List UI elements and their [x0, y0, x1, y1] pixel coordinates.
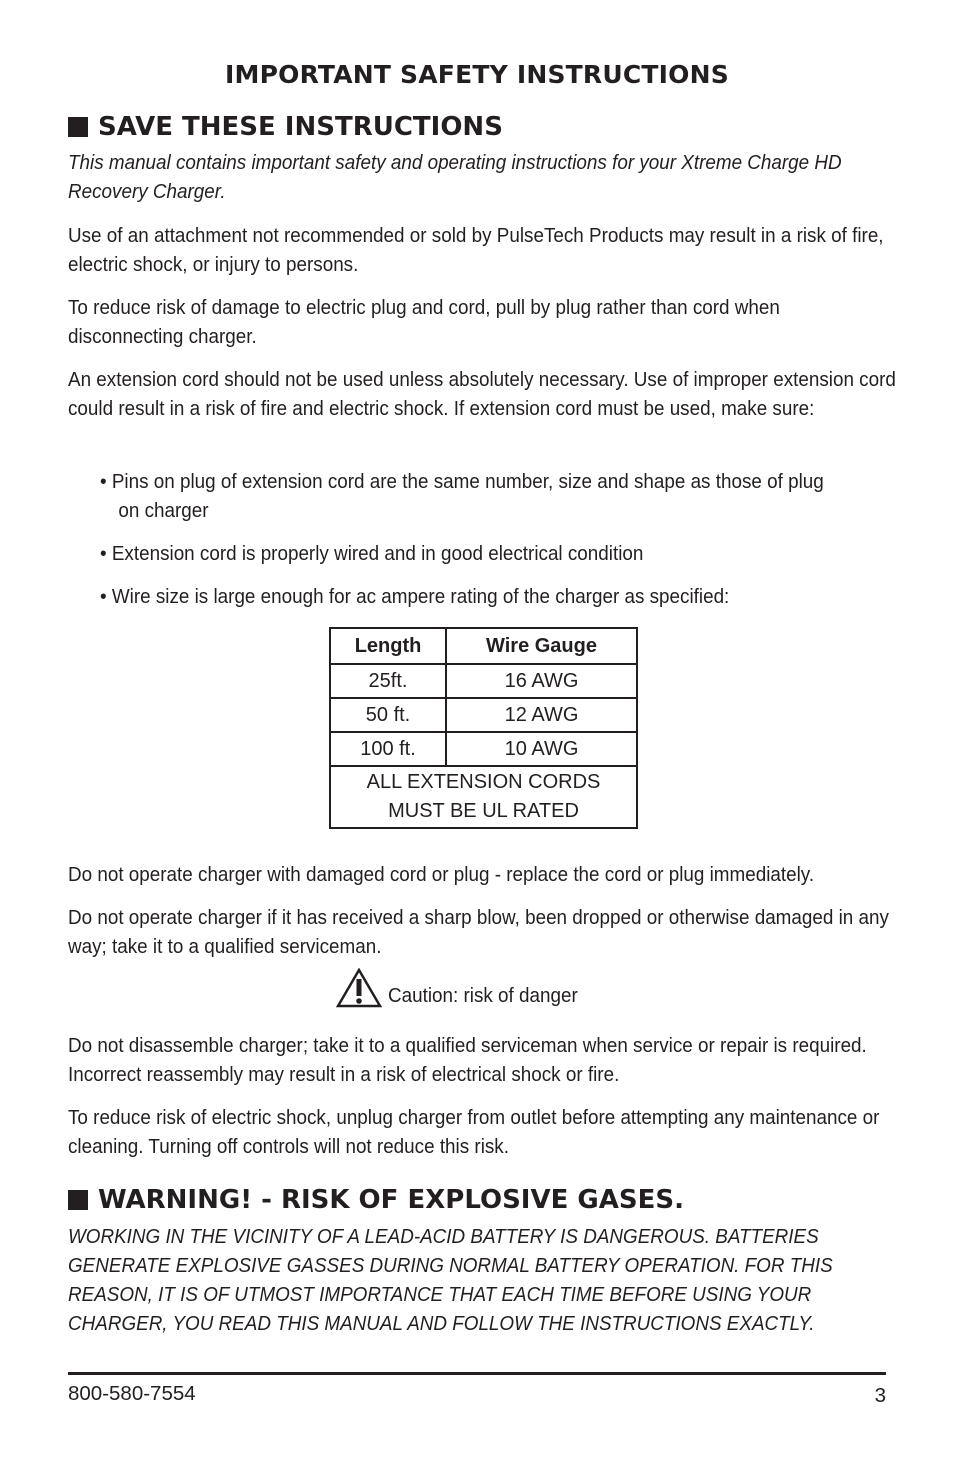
paragraph-disassemble: Do not disassemble charger; take it to a qualified serviceman when service or repair is required. Incorrect reassembly may result in a risk of electrical shock or fire. — [68, 1034, 867, 1086]
paragraph-extension-cord: An extension cord should not be used unless absolutely necessary. Use of improper extension cord could result in a risk of fire and electric shock. If extension cord must be used, make sure: — [68, 368, 896, 420]
intro-paragraph: This manual contains important safety and operating instructions for your Xtreme Charge HD Recovery Charger. — [68, 151, 842, 203]
section-heading-text: SAVE THESE INSTRUCTIONS — [98, 112, 503, 142]
table-cell: 10 AWG — [446, 732, 637, 766]
table-row — [330, 698, 637, 732]
section-heading-save — [68, 112, 503, 142]
bullet-text: • Pins on plug of extension cord are the same number, size and shape as those of plug — [100, 470, 824, 493]
square-bullet-icon — [68, 1190, 88, 1210]
section-heading-text: WARNING! - RISK OF EXPLOSIVE GASES. — [98, 1185, 684, 1215]
table-cell: 16 AWG — [446, 664, 637, 698]
paragraph-plug: To reduce risk of damage to electric plug and cord, pull by plug rather than cord when disconnecting charger. — [68, 296, 780, 348]
caution-notice — [336, 968, 594, 1008]
bullet-text-continued: on charger — [118, 499, 209, 522]
table-cell: 100 ft. — [330, 732, 446, 766]
wire-gauge-table — [329, 627, 638, 829]
paragraph-unplug: To reduce risk of electric shock, unplug charger from outlet before attempting any maintenance or cleaning. Turning off controls will not reduce this risk. — [68, 1106, 880, 1158]
table-cell: 12 AWG — [446, 698, 637, 732]
paragraph-damaged-cord: Do not operate charger with damaged cord or plug - replace the cord or plug immediately. — [68, 863, 815, 886]
section-heading-warning — [68, 1185, 684, 1215]
table-header-gauge: Wire Gauge — [446, 628, 637, 664]
table-note-row — [330, 766, 637, 828]
warning-paragraph: WORKING IN THE VICINITY OF A LEAD-ACID BATTERY IS DANGEROUS. BATTERIES GENERATE EXPLOSIVE GASSES DURING NORMAL BATTERY OPERATION. FOR THIS REASON, IT IS OF UTMOST IMPORTANCE THAT EACH TIME BEFORE USING YOUR CHARGER, YOU READ THIS MANUAL AND FOLLOW THE INSTRUCTIONS EXACTLY. — [68, 1225, 833, 1335]
paragraph-attachment: Use of an attachment not recommended or sold by PulseTech Products may result in a risk of fire, electric shock, or injury to persons. — [68, 224, 884, 276]
warning-triangle-icon — [336, 968, 382, 1008]
table-note — [330, 766, 637, 828]
table-header-length: Length — [330, 628, 446, 664]
paragraph-sharp-blow: Do not operate charger if it has received a sharp blow, been dropped or otherwise damaged in any way; take it to a qualified serviceman. — [68, 906, 889, 958]
table-row — [330, 732, 637, 766]
footer-divider — [68, 1372, 886, 1375]
caution-text: Caution: risk of danger — [388, 984, 578, 1007]
table-row — [330, 664, 637, 698]
bullet-wire-size: • Wire size is large enough for ac ampere rating of the charger as specified: — [100, 585, 730, 608]
table-header-row — [330, 628, 637, 664]
bullet-wired: • Extension cord is properly wired and in good electrical condition — [100, 542, 644, 565]
bullet-pins — [100, 467, 864, 525]
page-number: 3 — [874, 1384, 886, 1407]
table-cell: 50 ft. — [330, 698, 446, 732]
table-cell: 25ft. — [330, 664, 446, 698]
table-note-line1: ALL EXTENSION CORDS — [366, 771, 601, 793]
footer-phone: 800-580-7554 — [68, 1382, 196, 1405]
page-title: IMPORTANT SAFETY INSTRUCTIONS — [225, 60, 729, 89]
square-bullet-icon — [68, 117, 88, 137]
table-note-line2: MUST BE UL RATED — [388, 800, 579, 822]
